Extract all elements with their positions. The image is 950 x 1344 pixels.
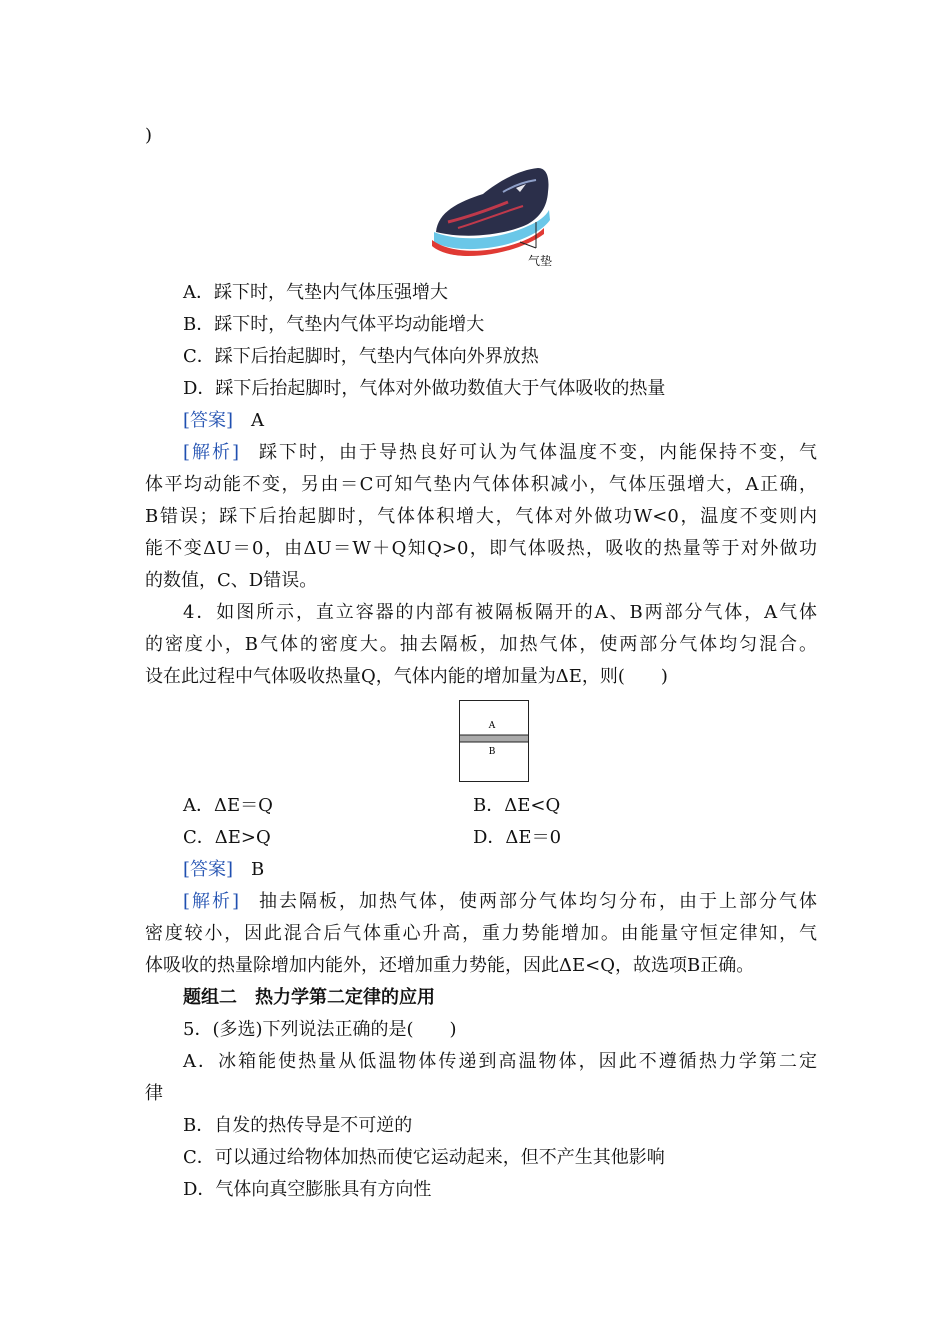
section-heading: 题组二 热力学第二定律的应用 bbox=[183, 987, 435, 1008]
q3-analysis-line-4: 能不变ΔU＝0，由ΔU＝W＋Q知Q>0，即气体吸热，吸收的热量等于对外做功 bbox=[145, 538, 817, 559]
answer-value: A bbox=[251, 410, 265, 431]
q4-stem-line-2: 的密度小，B气体的密度大。抽去隔板，加热气体，使两部分气体均匀混合。 bbox=[145, 634, 817, 655]
top-fragment: ) bbox=[145, 125, 153, 146]
analysis-tag: [解析] bbox=[183, 442, 240, 463]
q4-option-b: B．ΔE<Q bbox=[473, 795, 561, 816]
q3-analysis-line-2: 体平均动能不变，另由＝C可知气垫内气体体积减小，气体压强增大，A正确， bbox=[145, 474, 817, 495]
q3-answer-line bbox=[183, 405, 817, 437]
q4-option-d: D．ΔE＝0 bbox=[473, 827, 562, 848]
q3-option-c: C．踩下后抬起脚时，气垫内气体向外界放热 bbox=[183, 346, 539, 367]
label-gas-a: A bbox=[488, 721, 496, 731]
q4-analysis-line-2: 密度较小，因此混合后气体重心升高，重力势能增加。由能量守恒定律知，气 bbox=[145, 923, 817, 944]
q4-analysis-line-1: [解析] 抽去隔板，加热气体，使两部分气体均匀分布，由于上部分气体 bbox=[183, 891, 818, 912]
q4-stem-line-3: 设在此过程中气体吸收热量Q，气体内能的增加量为ΔE，则( ) bbox=[145, 666, 668, 687]
answer-tag: [答案] bbox=[183, 410, 234, 431]
q3-option-b: B．踩下时，气垫内气体平均动能增大 bbox=[183, 314, 485, 335]
answer-tag: [答案] bbox=[183, 859, 234, 880]
q3-analysis-line-3: B错误；踩下后抬起脚时，气体体积增大，气体对外做功W<0，温度不变则内 bbox=[145, 506, 817, 527]
q4-option-a: A．ΔE＝Q bbox=[183, 795, 273, 816]
q5-option-a-line-1: A．冰箱能使热量从低温物体传递到高温物体，因此不遵循热力学第二定 bbox=[183, 1051, 817, 1072]
q3-option-d: D．踩下后抬起脚时，气体对外做功数值大于气体吸收的热量 bbox=[183, 378, 666, 399]
q5-stem: 5．(多选)下列说法正确的是( ) bbox=[183, 1019, 457, 1040]
q4-option-c: C．ΔE>Q bbox=[183, 827, 271, 848]
q3-analysis-line-5: 的数值，C、D错误。 bbox=[145, 570, 318, 591]
q4-analysis-line-3: 体吸收的热量除增加内能外，还增加重力势能，因此ΔE<Q，故选项B正确。 bbox=[145, 955, 755, 976]
q5-option-d: D．气体向真空膨胀具有方向性 bbox=[183, 1179, 432, 1200]
q5-option-b: B．自发的热传导是不可逆的 bbox=[183, 1115, 413, 1136]
label-gas-b: B bbox=[488, 747, 496, 757]
answer-value: B bbox=[251, 859, 265, 880]
analysis-tag: [解析] bbox=[183, 891, 240, 912]
figure-caption-air-cushion: 气垫 bbox=[528, 254, 553, 268]
container-partition-diagram bbox=[459, 700, 529, 782]
q3-analysis-line-1: [解析] 踩下时，由于导热良好可认为气体温度不变，内能保持不变，气 bbox=[183, 442, 818, 463]
q5-option-a-line-2: 律 bbox=[145, 1083, 163, 1104]
q5-option-c: C．可以通过给物体加热而使它运动起来，但不产生其他影响 bbox=[183, 1147, 665, 1168]
q3-option-a: A．踩下时，气垫内气体压强增大 bbox=[183, 282, 448, 303]
q4-stem-line-1: 4．如图所示，直立容器的内部有被隔板隔开的A、B两部分气体，A气体 bbox=[183, 602, 817, 623]
q4-answer-line bbox=[183, 854, 817, 886]
